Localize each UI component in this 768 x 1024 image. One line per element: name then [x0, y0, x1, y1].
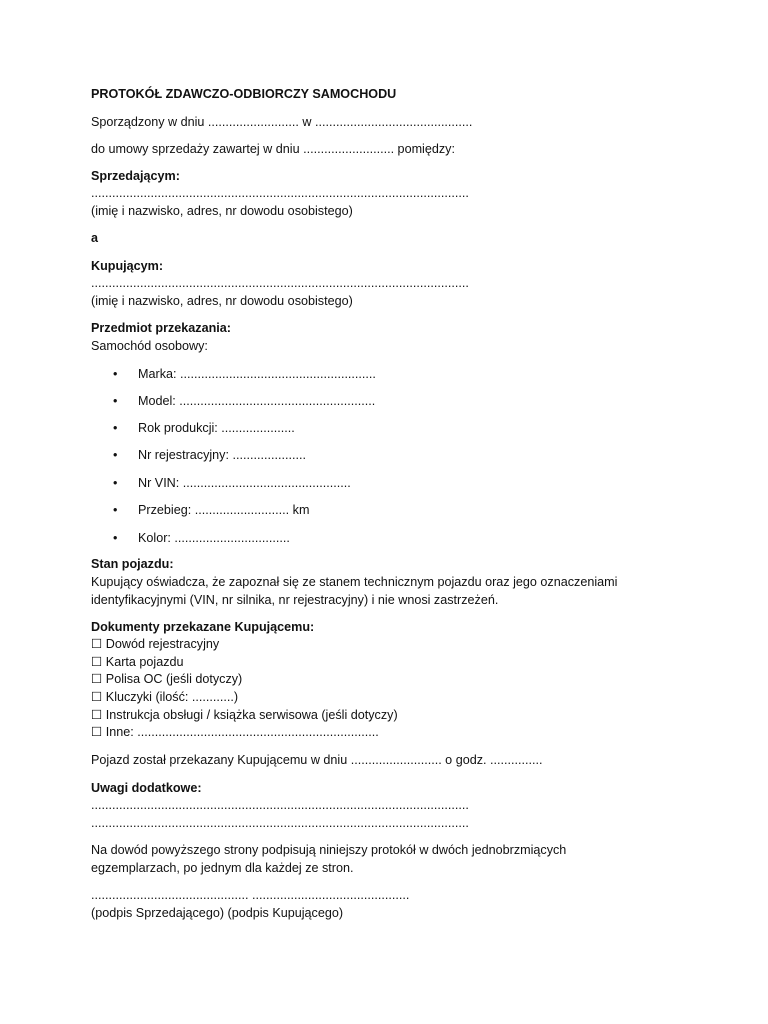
drawn-date-place-line: Sporządzony w dniu .......................... w .............................................: [91, 115, 473, 129]
seller-heading: Sprzedającym:: [91, 169, 180, 183]
signature-dots: ............................................. .............................................: [91, 888, 410, 902]
list-item-vin: Nr VIN: ................................................: [138, 476, 351, 490]
checkbox-keys: ☐ Kluczyki (ilość: ............): [91, 690, 239, 704]
condition-text-line-1: Kupujący oświadcza, że zapoznał się ze stanem technicznym pojazdu oraz jego oznaczeniami: [91, 575, 618, 589]
vehicle-type: Samochód osobowy:: [91, 339, 208, 353]
document-title: PROTOKÓŁ ZDAWCZO-ODBIORCZY SAMOCHODU: [91, 87, 397, 101]
contract-date-line: do umowy sprzedaży zawartej w dniu .......................... pomiędzy:: [91, 142, 455, 156]
remarks-heading: Uwagi dodatkowe:: [91, 781, 202, 795]
buyer-heading: Kupującym:: [91, 259, 164, 273]
condition-text-line-2: identyfikacyjnymi (VIN, nr silnika, nr rejestracyjny) i nie wnosi zastrzeżeń.: [91, 593, 499, 607]
conjunction-a: a: [91, 231, 99, 245]
bullet-marker: •: [113, 503, 118, 517]
list-item-mileage: Przebieg: ........................... km: [138, 503, 310, 517]
list-item-production-year: Rok produkcji: .....................: [138, 421, 295, 435]
bullet-marker: •: [113, 367, 118, 381]
subject-heading: Przedmiot przekazania:: [91, 321, 231, 335]
signature-labels: (podpis Sprzedającego) (podpis Kupującego): [91, 906, 344, 920]
checkbox-insurance-policy: ☐ Polisa OC (jeśli dotyczy): [91, 672, 243, 686]
bullet-marker: •: [113, 531, 118, 545]
bullet-marker: •: [113, 476, 118, 490]
documents-heading: Dokumenty przekazane Kupującemu:: [91, 620, 315, 634]
checkbox-other: ☐ Inne: .....................................................................: [91, 725, 379, 739]
remarks-blank-line-2: ............................................................................................................: [91, 816, 469, 830]
list-item-model: Model: ........................................................: [138, 394, 376, 408]
list-item-brand: Marka: ........................................................: [138, 367, 376, 381]
list-item-registration: Nr rejestracyjny: .....................: [138, 448, 306, 462]
checkbox-registration-certificate: ☐ Dowód rejestracyjny: [91, 637, 220, 651]
closing-text-line-1: Na dowód powyższego strony podpisują niniejszy protokół w dwóch jednobrzmiących: [91, 843, 567, 857]
list-item-color: Kolor: .................................: [138, 531, 290, 545]
seller-blank-line: ............................................................................................................: [91, 186, 469, 200]
handover-line: Pojazd został przekazany Kupującemu w dniu .......................... o godz. ...............: [91, 753, 543, 767]
seller-hint: (imię i nazwisko, adres, nr dowodu osobistego): [91, 204, 353, 218]
checkbox-manual-service-book: ☐ Instrukcja obsługi / książka serwisowa (jeśli dotyczy): [91, 708, 398, 722]
closing-text-line-2: egzemplarzach, po jednym dla każdej ze stron.: [91, 861, 354, 875]
buyer-blank-line: ............................................................................................................: [91, 276, 469, 290]
condition-heading: Stan pojazdu:: [91, 557, 174, 571]
checkbox-vehicle-card: ☐ Karta pojazdu: [91, 655, 184, 669]
buyer-hint: (imię i nazwisko, adres, nr dowodu osobistego): [91, 294, 353, 308]
remarks-blank-line-1: ............................................................................................................: [91, 798, 469, 812]
bullet-marker: •: [113, 421, 118, 435]
bullet-marker: •: [113, 448, 118, 462]
bullet-marker: •: [113, 394, 118, 408]
